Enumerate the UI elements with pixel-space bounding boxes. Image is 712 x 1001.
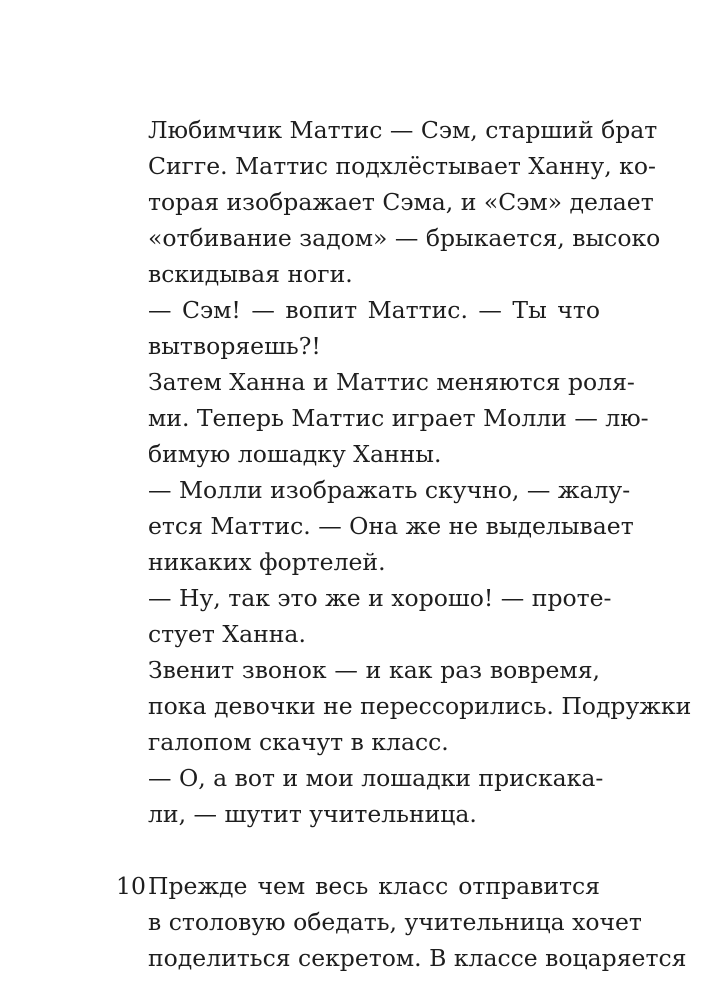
text-line: вытворяешь?! <box>148 332 321 360</box>
text-line: «отбивание задом» — брыкается, высоко <box>148 224 661 252</box>
text-line: торая изображает Сэма, и «Сэм» делает <box>148 188 654 216</box>
text-line: Прежде чем весь класс отправится <box>148 872 600 900</box>
text-line: Звенит звонок — и как раз вовремя, <box>148 656 600 684</box>
text-line: галопом скачут в класс. <box>148 728 449 756</box>
text-line: ли, — шутит учительница. <box>148 800 477 828</box>
text-line: — Молли изображать скучно, — жалу- <box>148 476 631 504</box>
text-line: стует Ханна. <box>148 620 306 648</box>
text-line: бимую лошадку Ханны. <box>148 440 442 468</box>
text-line: Затем Ханна и Маттис меняются роля- <box>148 368 635 396</box>
text-line: ется Маттис. — Она же не выделывает <box>148 512 634 540</box>
page-number: 10 <box>116 872 146 900</box>
text-line: — О, а вот и мои лошадки прискака- <box>148 764 604 792</box>
text-line: Любимчик Маттис — Сэм, старший брат <box>148 116 658 144</box>
text-line: Сигге. Маттис подхлёстывает Ханну, ко- <box>148 152 656 180</box>
text-line: — Сэм! — вопит Маттис. — Ты что <box>148 296 600 324</box>
text-line: вскидывая ноги. <box>148 260 353 288</box>
text-line: — Ну, так это же и хорошо! — проте- <box>148 584 612 612</box>
text-line: пока девочки не перессорились. Подружки <box>148 692 692 720</box>
text-line: никаких фортелей. <box>148 548 386 576</box>
text-line: поделиться секретом. В классе воцаряется <box>148 944 687 972</box>
text-line: ми. Теперь Маттис играет Молли — лю- <box>148 404 649 432</box>
text-line: в столовую обедать, учительница хочет <box>148 908 642 936</box>
